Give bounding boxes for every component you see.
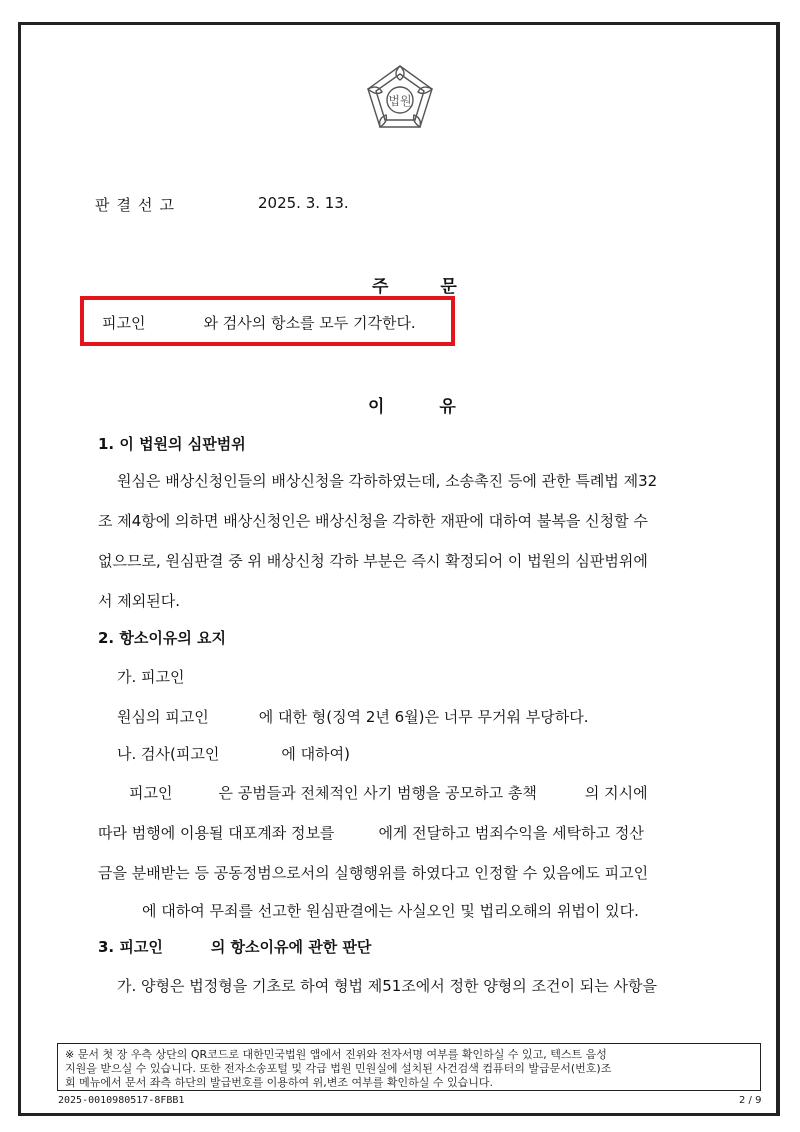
section-2-para-1b: 은 공범들과 전체적인 사기 범행을 공모하고 총책 [218,784,537,802]
reasons-heading: 이유 [368,397,511,417]
section-2-na [117,743,350,764]
main-order-text-a: 피고인 [102,314,146,332]
section-1-line-3: 없으므로, 원심판결 중 위 배상신청 각하 부분은 즉시 확정되어 이 법원의 심판범위에 [98,552,648,570]
section-2-na-b: 에 대하여) [281,745,350,763]
issue-number: 2025-0010980517-8FBB1 [58,1095,185,1106]
section-2-para-2a: 따라 범행에 이용될 대포계좌 정보를 [98,824,335,842]
section-2-ga-text [117,706,588,727]
section-2-para-1c: 의 지시에 [584,784,648,802]
section-2-para-2b: 에게 전달하고 범죄수익을 세탁하고 정산 [378,824,644,842]
section-3-ga: 가. 양형은 법정형을 기초로 하여 형법 제51조에서 정한 양형의 조건이 되는 사항을 [117,977,657,995]
section-1-title: 1. 이 법원의 심판범위 [98,435,246,453]
section-2-ga-text-b: 에 대한 형(징역 2년 6월)은 너무 무거워 부당하다. [258,708,589,726]
page-number: 2 / 9 [739,1095,762,1106]
section-2-ga-text-a: 원심의 피고인 [117,708,209,726]
section-2-para-4: 에 대하여 무죄를 선고한 원심판결에는 사실오인 및 법리오해의 위법이 있다. [142,902,639,920]
section-3-title [98,936,371,957]
section-2-para-line-2 [98,822,644,843]
main-order-text [102,312,416,333]
decision-date: 2025. 3. 13. [258,194,349,212]
verification-note-line-3: 회 메뉴에서 문서 좌측 하단의 발급번호를 이용하여 위,변조 여부를 확인하실 수 있습니다. [65,1076,493,1089]
section-2-para-line-3: 금을 분배받는 등 공동정범으로서의 실행행위를 하였다고 인정할 수 있음에도 피고인 [98,864,649,882]
section-1-line-4: 서 제외된다. [98,592,180,610]
section-2-ga: 가. 피고인 [117,668,185,686]
section-3-title-b: 의 항소이유에 관한 판단 [210,938,372,956]
section-2-para-1a: 피고인 [129,784,173,802]
section-1-line-1: 원심은 배상신청인들의 배상신청을 각하하였는데, 소송촉진 등에 관한 특례법 제32 [117,472,658,490]
main-order-text-b: 와 검사의 항소를 모두 기각한다. [203,314,416,332]
section-2-title: 2. 항소이유의 요지 [98,629,227,647]
section-2-para-line-1 [129,782,648,803]
verification-note-line-2: 지원을 받으실 수 있습니다. 또한 전자소송포털 및 각급 법원 민원실에 설치된 사건검색 컴퓨터의 발급문서(번호)조 [65,1062,612,1075]
court-seal-icon [362,60,438,136]
section-2-na-a: 나. 검사(피고인 [117,745,220,763]
section-2-para-line-4 [98,900,639,921]
section-1-line-2: 조 제4항에 의하면 배상신청인은 배상신청을 각하한 재판에 대하여 불복을 신청할 수 [98,512,648,530]
seal-text: 법원 [388,94,412,108]
decision-date-label: 판결선고 [95,196,181,214]
verification-note-line-1: ※ 문서 첫 장 우측 상단의 QR코드로 대한민국법원 앱에서 진위와 전자서명 여부를 확인하실 수 있고, 텍스트 음성 [65,1048,607,1061]
section-3-title-a: 3. 피고인 [98,938,163,956]
main-order-heading: 주문 [372,277,509,297]
